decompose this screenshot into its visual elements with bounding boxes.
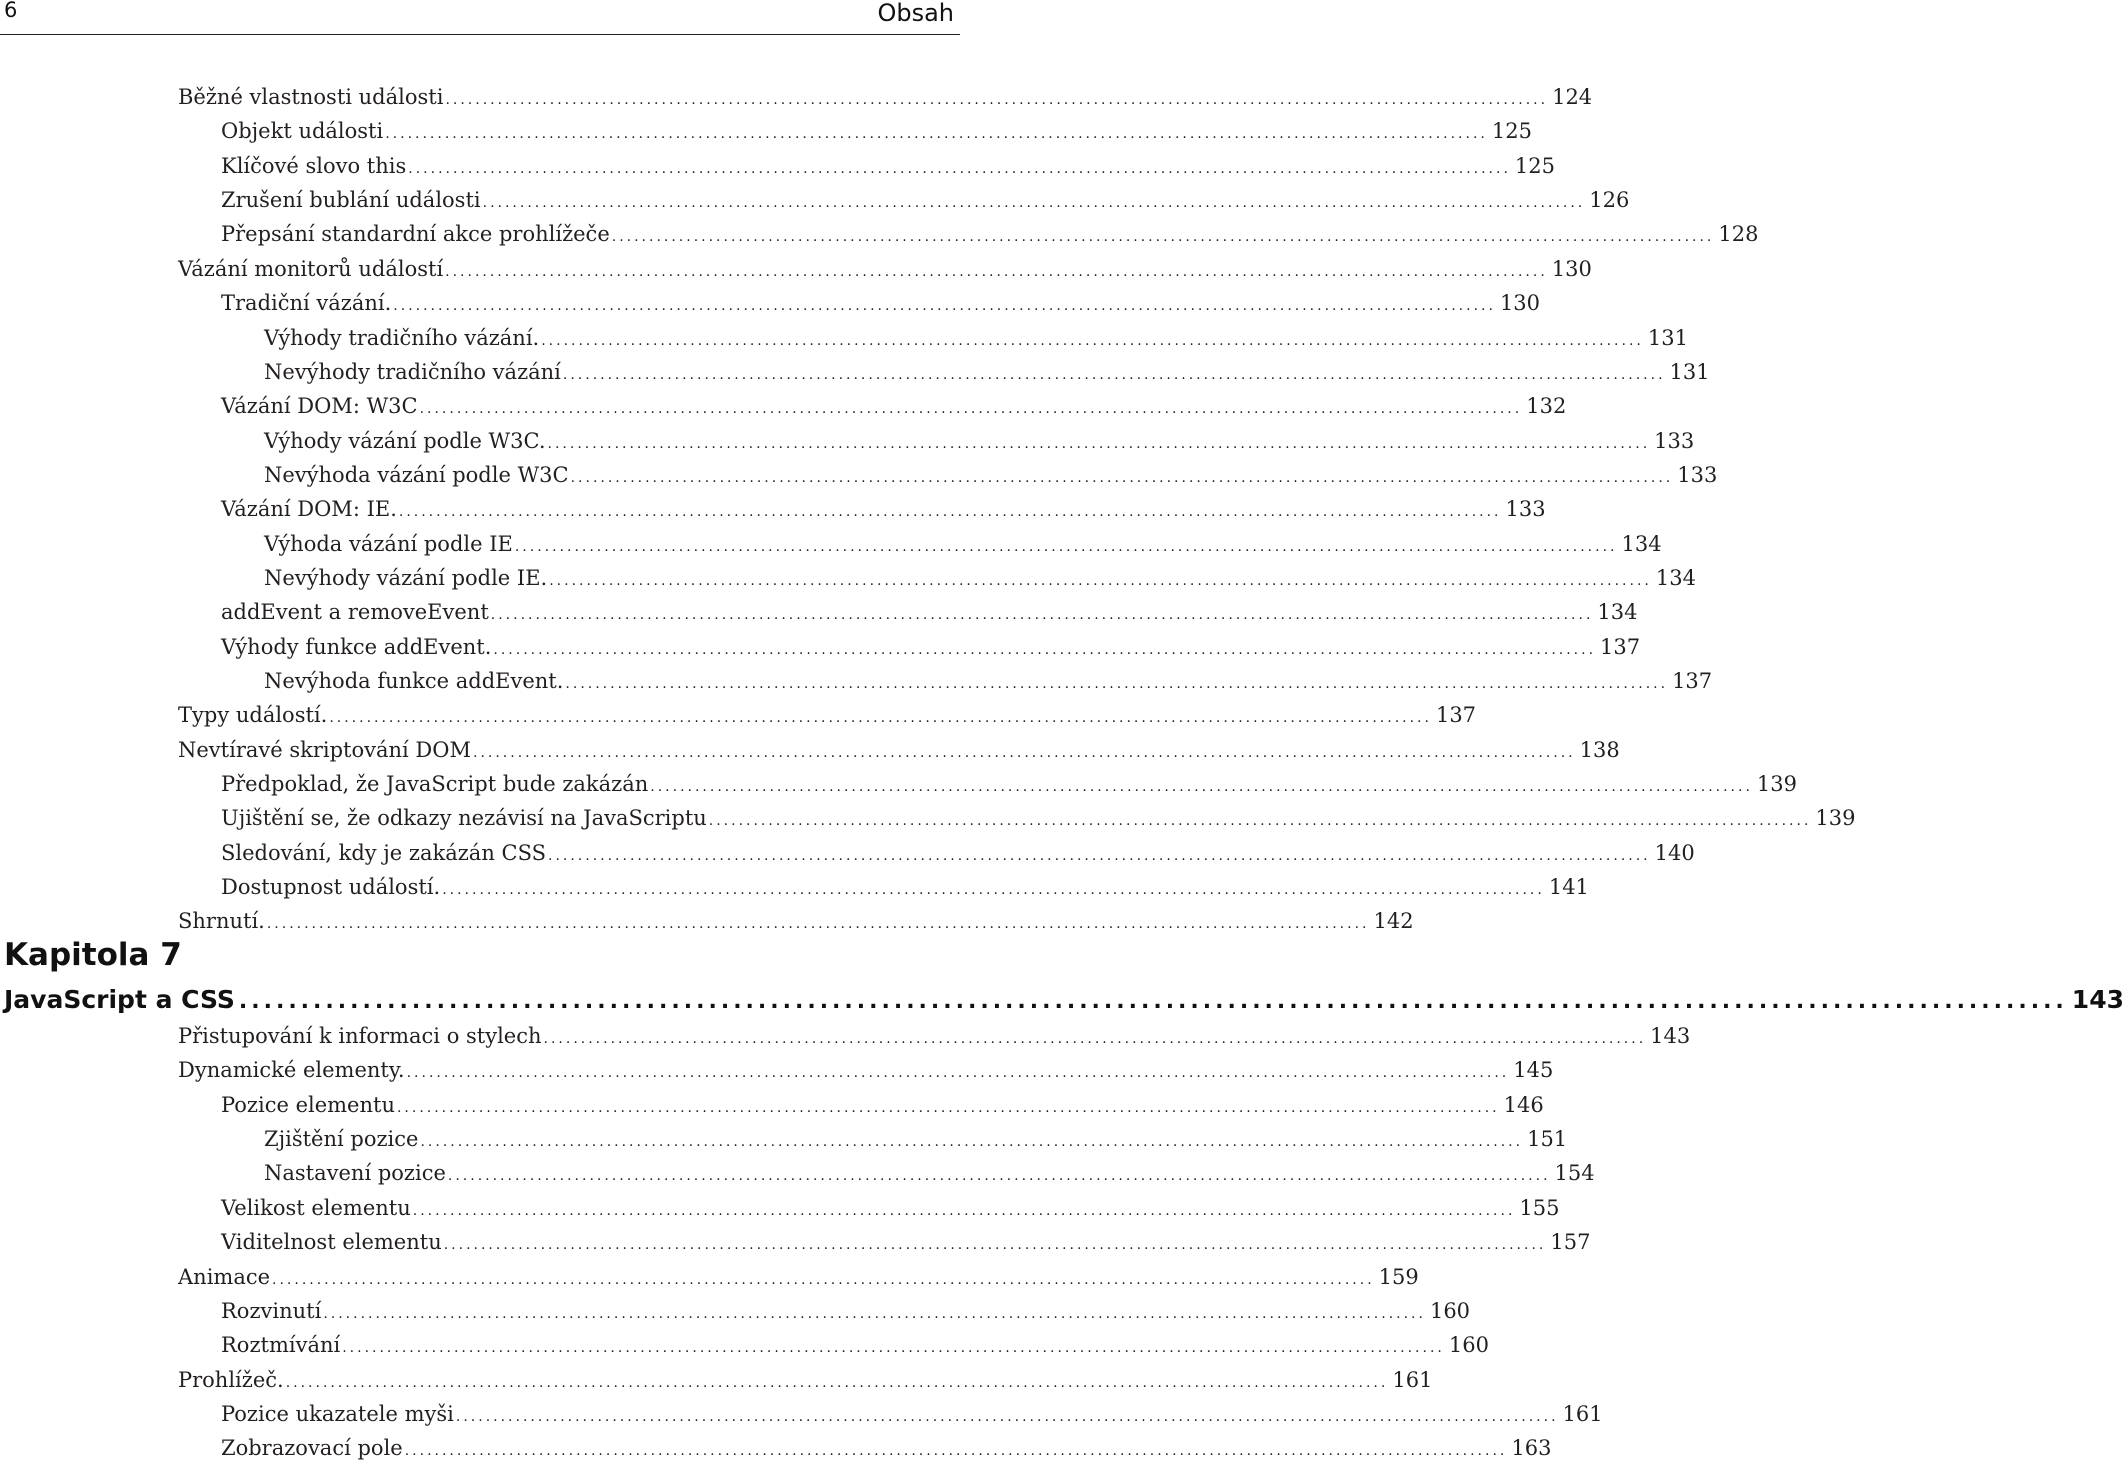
toc-entry-page: 145 xyxy=(1513,1058,1554,1083)
toc-entry[interactable] xyxy=(264,664,1713,698)
toc-entry[interactable] xyxy=(178,1053,1554,1087)
dot-leader: .................................................................................................................................................... xyxy=(541,332,1644,349)
dot-leader: .................................................................................................................................................... xyxy=(329,710,1432,727)
toc-entry-title: Přistupování k informaci o stylech xyxy=(178,1024,542,1048)
toc-entry[interactable] xyxy=(264,527,1662,561)
toc-entry-title: Shrnutí. xyxy=(178,909,265,934)
dot-leader: .................................................................................................................................................... xyxy=(650,779,1753,795)
toc-entry-page: 130 xyxy=(1499,291,1541,316)
dot-leader: .................................................................................................................................................... xyxy=(442,882,1545,899)
dot-leader: .................................................................................................................................................... xyxy=(404,1443,1508,1460)
dot-leader: .................................................................................................................................................... xyxy=(708,813,1812,830)
dot-leader: .................................................................................................................................................... xyxy=(445,92,1549,108)
dot-leader: .................................................................................................................................................... xyxy=(272,1271,1375,1288)
toc-entry-title: Klíčové slovo this xyxy=(221,153,407,178)
dot-leader: .................................................................................................................................................... xyxy=(266,916,1370,933)
toc-entry[interactable] xyxy=(178,733,1620,767)
toc-entry[interactable] xyxy=(221,870,1589,904)
toc-entry[interactable] xyxy=(221,1397,1603,1431)
page-header xyxy=(0,0,960,36)
toc-entry-title: Vázání DOM: IE. xyxy=(221,497,397,522)
toc-entry-title: Roztmívání xyxy=(221,1333,341,1358)
dot-leader: .................................................................................................................................................... xyxy=(420,1134,1524,1150)
toc-entry-title: Nevtíravé skriptování DOM xyxy=(178,737,471,762)
toc-entry[interactable] xyxy=(221,492,1546,526)
toc-entry-page: 133 xyxy=(1505,497,1546,522)
dot-leader: .................................................................................................................................................... xyxy=(445,263,1548,280)
toc-entry[interactable] xyxy=(221,767,1798,801)
toc-entry[interactable] xyxy=(221,1328,1489,1362)
toc-entry-title: Výhody vázání podle W3C. xyxy=(264,428,546,453)
toc-entry-title: Rozvinutí xyxy=(221,1298,322,1323)
toc-entry[interactable] xyxy=(264,1156,1595,1190)
chapter-title: JavaScript a CSS xyxy=(4,985,235,1014)
toc-entry-page: 143 xyxy=(1650,1024,1691,1048)
dot-leader: .................................................................................................................................................... xyxy=(562,366,1666,383)
toc-entry-page: 160 xyxy=(1429,1298,1471,1323)
toc-entry[interactable] xyxy=(221,801,1856,835)
toc-entry-title: Výhoda vázání podle IE xyxy=(264,531,513,556)
toc-entry[interactable] xyxy=(264,1122,1568,1156)
toc-entry[interactable] xyxy=(264,355,1710,389)
toc-entry-page: 134 xyxy=(1655,565,1696,590)
toc-entry-page: 133 xyxy=(1677,462,1718,487)
dot-leader: .................................................................................................................................................... xyxy=(514,538,1618,555)
toc-entry-page: 130 xyxy=(1551,256,1592,281)
toc-entry[interactable] xyxy=(264,561,1696,595)
toc-entry-title: Vázání DOM: W3C xyxy=(221,394,418,419)
toc-entry-page: 137 xyxy=(1672,669,1713,693)
header-rule xyxy=(0,34,960,35)
toc-entry[interactable] xyxy=(221,1294,1471,1328)
toc-entry-title: Pozice elementu xyxy=(221,1092,395,1117)
toc-entry-title: Animace xyxy=(178,1264,271,1289)
toc-entry[interactable] xyxy=(264,458,1718,492)
toc-entry-page: 128 xyxy=(1718,222,1759,247)
toc-entry[interactable] xyxy=(178,698,1477,732)
toc-entry-page: 137 xyxy=(1600,634,1641,659)
toc-entry-title: Nevýhoda funkce addEvent. xyxy=(264,669,564,693)
page-number: 6 xyxy=(4,0,18,22)
dot-leader: .................................................................................................................................................... xyxy=(323,1305,1426,1322)
toc-entry-page: 125 xyxy=(1491,119,1532,144)
dot-leader: .................................................................................................................................................... xyxy=(543,1031,1647,1047)
toc-entry-page: 160 xyxy=(1448,1333,1489,1358)
toc-entry-title: Nevýhody vázání podle IE. xyxy=(264,565,548,590)
toc-entry[interactable] xyxy=(221,630,1641,664)
toc-entry-title: Vázání monitorů událostí xyxy=(178,256,444,281)
dot-leader: .................................................................................................................................................... xyxy=(408,160,1511,177)
toc-entry[interactable] xyxy=(221,149,1556,183)
toc-entry-page: 140 xyxy=(1654,840,1695,865)
toc-entry-page: 139 xyxy=(1815,806,1856,831)
toc-entry-title: Prohlížeč. xyxy=(178,1367,284,1392)
dot-leader: .................................................................................................................................................... xyxy=(396,1099,1500,1116)
toc-entry[interactable] xyxy=(264,321,1688,355)
toc-entry-title: Běžné vlastnosti události xyxy=(178,85,444,109)
toc-entry[interactable] xyxy=(221,389,1567,423)
toc-entry[interactable] xyxy=(221,1225,1591,1259)
toc-entry-title: Nevýhody tradičního vázání xyxy=(264,359,561,384)
toc-entry-title: Výhody tradičního vázání. xyxy=(264,325,540,350)
dot-leader: .................................................................................................................................................... xyxy=(482,195,1586,212)
dot-leader: .................................................................................................................................................... xyxy=(570,469,1674,486)
toc-entry-page: 142 xyxy=(1373,909,1414,934)
dot-leader: .................................................................................................................................................... xyxy=(548,847,1651,864)
toc-entry[interactable] xyxy=(221,1191,1560,1225)
toc-entry[interactable] xyxy=(178,1019,1691,1053)
toc-entry-page: 126 xyxy=(1589,188,1630,213)
toc-entry[interactable] xyxy=(221,595,1638,629)
toc-entry-title: Zrušení bublání události xyxy=(221,188,481,213)
toc-entry-page: 124 xyxy=(1552,85,1593,109)
toc-entry-page: 131 xyxy=(1669,359,1710,384)
toc-entry-page: 159 xyxy=(1378,1264,1419,1289)
dot-leader: .................................................................................................................................................... xyxy=(419,401,1523,418)
toc-entry-title: Nevýhoda vázání podle W3C xyxy=(264,462,569,487)
toc-entry-title: Typy událostí. xyxy=(178,703,328,728)
dot-leader: .................................................................................................................................................... xyxy=(285,1374,1389,1391)
toc-entry-page: 157 xyxy=(1550,1230,1591,1255)
dot-leader: .................................................................................................................................................... xyxy=(455,1408,1559,1425)
dot-leader: .................................................................................................................................................... xyxy=(473,744,1576,761)
page-title: Obsah xyxy=(877,0,954,27)
toc-entry-title: Sledování, kdy je zakázán CSS xyxy=(221,840,546,865)
toc-entry[interactable] xyxy=(178,1260,1419,1294)
toc-entry-page: 141 xyxy=(1548,875,1589,900)
dot-leader: .................................................................................................................................................... xyxy=(549,572,1652,589)
toc-entry-page: 163 xyxy=(1511,1436,1552,1461)
dot-leader: .................................................................................................................................................... xyxy=(565,676,1669,692)
toc-entry-title: Předpoklad, že JavaScript bude zakázán xyxy=(221,772,649,796)
dot-leader: .................................................................................................................................................... xyxy=(398,504,1502,521)
dot-leader: .................................................................................................................................................... xyxy=(393,298,1496,315)
toc-entry-title: Pozice ukazatele myši xyxy=(221,1401,454,1426)
chapter-heading[interactable] xyxy=(4,981,2124,1019)
toc-entry-title: Velikost elementu xyxy=(221,1195,411,1220)
toc-entry-page: 161 xyxy=(1562,1401,1603,1426)
toc-entry-page: 131 xyxy=(1647,325,1688,350)
toc-entry-title: Zobrazovací pole xyxy=(221,1436,403,1461)
chapter-label: Kapitola 7 xyxy=(4,937,182,973)
toc-entry[interactable] xyxy=(221,1088,1544,1122)
toc-entry-title: Nastavení pozice xyxy=(264,1161,446,1186)
dot-leader: .................................................................................................................................................... xyxy=(447,1168,1551,1185)
toc-entry[interactable] xyxy=(178,904,1414,938)
toc-entry-page: 139 xyxy=(1756,772,1798,796)
toc-entry[interactable] xyxy=(221,1431,1552,1465)
toc-entry[interactable] xyxy=(264,424,1695,458)
dot-leader: .................................................................................................................................................... xyxy=(443,1237,1547,1254)
dot-leader: .................................................................................................................................................... xyxy=(611,229,1715,246)
toc-entry-title: Tradiční vázání. xyxy=(221,291,392,316)
toc-entry-page: 132 xyxy=(1526,394,1567,419)
dot-leader: .................................................................................................................................................... xyxy=(406,1065,1510,1082)
toc-entry[interactable] xyxy=(178,80,1593,114)
dot-leader: .................................................................................................................................................... xyxy=(490,607,1594,624)
toc-entry-page: 134 xyxy=(1597,600,1638,625)
dot-leader: .................................................................................................................................................... xyxy=(547,435,1651,452)
toc-entry-title: Zjištění pozice xyxy=(264,1127,419,1151)
toc-entry-title: Dostupnost událostí. xyxy=(221,875,441,900)
toc-entry[interactable] xyxy=(221,286,1541,320)
dot-leader: .................................................................................................................................................... xyxy=(238,989,2068,1014)
toc-entry[interactable] xyxy=(178,252,1592,286)
toc-entry-page: 133 xyxy=(1654,428,1695,453)
toc-entry-title: Objekt události xyxy=(221,119,384,144)
toc-entry-title: Přepsání standardní akce prohlížeče xyxy=(221,222,610,247)
toc-entry-page: 161 xyxy=(1392,1367,1433,1392)
toc-entry-page: 154 xyxy=(1554,1161,1595,1186)
toc-entry[interactable] xyxy=(221,114,1532,148)
toc-entry-page: 137 xyxy=(1435,703,1477,728)
toc-entry[interactable] xyxy=(221,183,1630,217)
toc-entry[interactable] xyxy=(221,217,1759,251)
toc-entry-page: 134 xyxy=(1621,531,1662,556)
dot-leader: .................................................................................................................................................... xyxy=(412,1202,1516,1219)
toc-entry-page: 146 xyxy=(1503,1092,1544,1117)
toc-entry-title: Výhody funkce addEvent. xyxy=(221,634,492,659)
toc-entry-page: 155 xyxy=(1519,1195,1560,1220)
dot-leader: .................................................................................................................................................... xyxy=(385,126,1488,143)
dot-leader: .................................................................................................................................................... xyxy=(342,1340,1445,1357)
toc-entry-page: 151 xyxy=(1527,1127,1568,1151)
dot-leader: .................................................................................................................................................... xyxy=(493,641,1597,658)
toc-entry-title: addEvent a removeEvent xyxy=(221,600,489,625)
toc-entry-title: Viditelnost elementu xyxy=(221,1230,442,1255)
toc-entry-page: 138 xyxy=(1579,737,1620,762)
toc-entry[interactable] xyxy=(178,1363,1433,1397)
chapter-page: 143 xyxy=(2071,985,2124,1014)
toc-entry-page: 125 xyxy=(1514,153,1556,178)
toc-entry-title: Dynamické elementy. xyxy=(178,1058,405,1083)
toc-entry[interactable] xyxy=(221,836,1695,870)
toc-entry-title: Ujištění se, že odkazy nezávisí na JavaScriptu xyxy=(221,806,707,831)
